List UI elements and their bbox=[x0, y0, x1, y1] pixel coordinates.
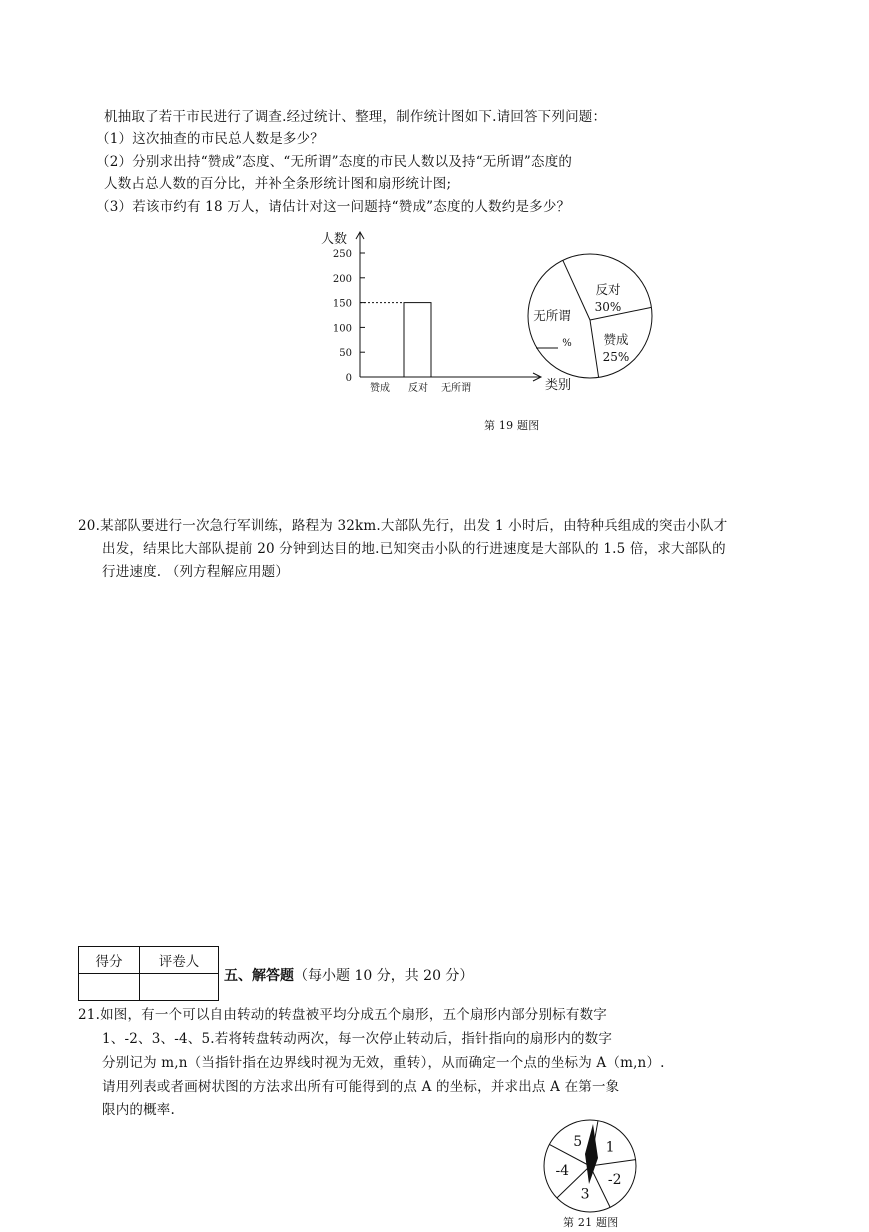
x-tick-label-2: 无所谓 bbox=[441, 383, 471, 394]
spinner-number-0: 1 bbox=[605, 1139, 615, 1156]
pie-percent-0: 30% bbox=[594, 300, 622, 314]
q21-line-3: 分别记为 m,n（当指针指在边界线时视为无效，重转），从而确定一个点的坐标为 A（m,n）. bbox=[102, 1055, 665, 1071]
y-tick-label-1: 50 bbox=[339, 348, 352, 360]
pie-percent-1: 25% bbox=[602, 350, 630, 364]
spinner-number-1: -2 bbox=[607, 1172, 622, 1189]
q19-line-5: （3）若该市约有 18 万人，请估计对这一问题持“赞成”态度的人数约是多少？ bbox=[96, 199, 571, 215]
q19-line-3: （2）分别求出持“赞成”态度、“无所谓”态度的市民人数以及持“无所谓”态度的 bbox=[96, 154, 573, 170]
pie-chart bbox=[520, 250, 660, 390]
pie-label-1: 赞成 bbox=[603, 332, 629, 347]
x-tick-label-1: 反对 bbox=[408, 383, 428, 394]
q19-line-4: 人数占总人数的百分比，并补全条形统计图和扇形统计图; bbox=[104, 176, 452, 192]
spinner-diagram bbox=[538, 1118, 642, 1218]
spinner-number-4: 5 bbox=[573, 1133, 583, 1150]
y-tick-label-5: 250 bbox=[332, 249, 352, 260]
spinner-number-2: 3 bbox=[580, 1186, 590, 1203]
section-note: （每小题 10 分，共 20 分） bbox=[294, 968, 474, 984]
q20-line-1: 20.某部队要进行一次急行军训练，路程为 32km.大部队先行，出发 1 小时后，由特种兵组成的突击小队才 bbox=[78, 518, 728, 534]
score-table bbox=[78, 946, 219, 1001]
y-tick-label-4: 200 bbox=[332, 273, 352, 285]
x-axis-label: 类别 bbox=[545, 378, 572, 393]
pie-label-2: 无所谓 bbox=[533, 308, 571, 323]
q19-line-2: （1）这次抽查的市民总人数是多少？ bbox=[96, 131, 324, 147]
pie-percent-2: % bbox=[562, 338, 572, 349]
q21-caption: 第 21 题图 bbox=[563, 1216, 619, 1229]
bar-1 bbox=[404, 303, 431, 377]
q21-line-5: 限内的概率. bbox=[102, 1102, 175, 1118]
grader-cell[interactable] bbox=[140, 974, 219, 1001]
y-tick-label-0: 0 bbox=[345, 373, 352, 384]
y-axis-label: 人数 bbox=[321, 232, 348, 247]
grader-header: 评卷人 bbox=[140, 947, 219, 974]
q20-line-2: 出发，结果比大部队提前 20 分钟到达目的地.已知突击小队的行进速度是大部队的 1.5 倍，求大部队的 bbox=[102, 541, 726, 557]
section-heading bbox=[224, 965, 473, 985]
q21-line-4: 请用列表或者画树状图的方法求出所有可能得到的点 A 的坐标，并求出点 A 在第一象 bbox=[102, 1079, 620, 1095]
q21-line-2: 1、-2、3、-4、5.若将转盘转动两次，每一次停止转动后，指针指向的扇形内的数字 bbox=[102, 1031, 613, 1047]
q19-line-1: 机抽取了若干市民进行了调查.经过统计、整理，制作统计图如下.请回答下列问题： bbox=[104, 109, 607, 125]
bar-chart bbox=[310, 225, 572, 400]
q19-caption: 第 19 题图 bbox=[484, 419, 540, 432]
score-header: 得分 bbox=[79, 947, 140, 974]
section-title: 五、解答题 bbox=[224, 968, 294, 984]
y-tick-label-2: 100 bbox=[332, 323, 352, 335]
q20-line-3: 行进速度. （列方程解应用题） bbox=[102, 564, 290, 580]
pie-label-0: 反对 bbox=[595, 282, 621, 297]
q21-line-1: 21.如图，有一个可以自由转动的转盘被平均分成五个扇形，五个扇形内部分别标有数字 bbox=[78, 1007, 607, 1023]
x-tick-label-0: 赞成 bbox=[370, 383, 390, 394]
y-tick-label-3: 150 bbox=[332, 298, 352, 310]
score-cell[interactable] bbox=[79, 974, 140, 1001]
spinner-number-3: -4 bbox=[555, 1162, 570, 1179]
